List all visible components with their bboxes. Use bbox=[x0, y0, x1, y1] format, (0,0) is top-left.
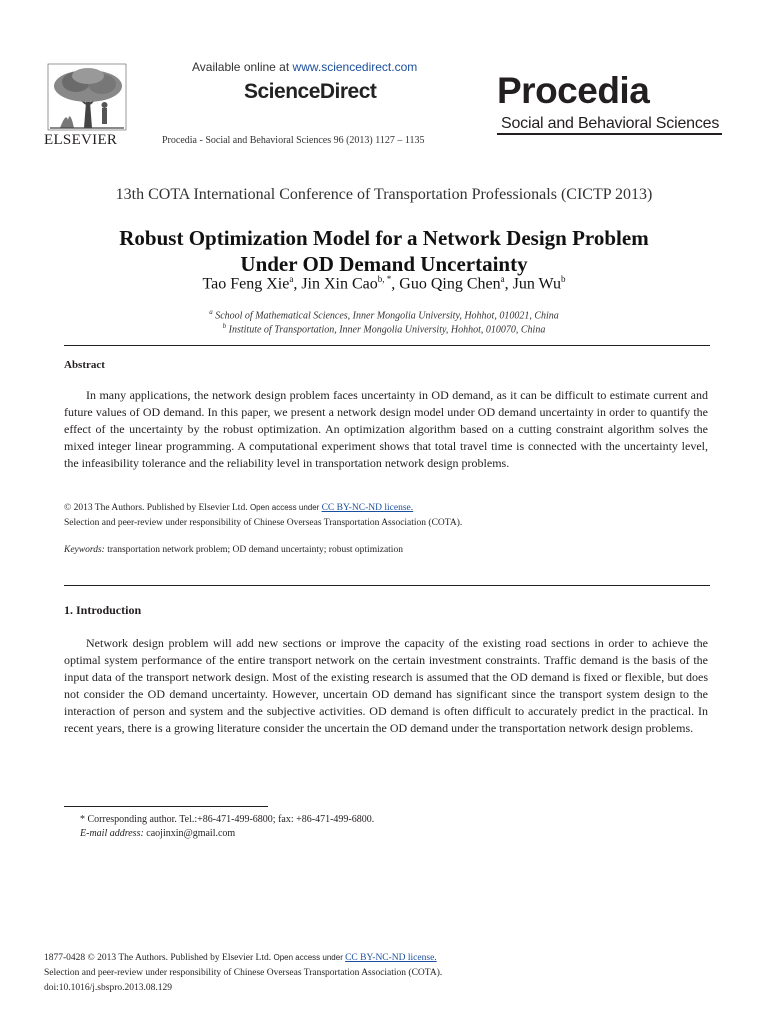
open-access-text: Open access under bbox=[249, 503, 322, 512]
available-prefix: Available online at bbox=[192, 60, 293, 74]
procedia-underline bbox=[497, 133, 722, 135]
author-name: Jun Wu bbox=[512, 275, 562, 293]
author-affiliation-mark: b bbox=[561, 274, 566, 284]
abstract-heading: Abstract bbox=[64, 359, 105, 371]
license-link[interactable]: CC BY-NC-ND license. bbox=[345, 953, 437, 963]
keywords-text: transportation network problem; OD demand uncertainty; robust optimization bbox=[104, 545, 403, 555]
conference-name: 13th COTA International Conference of Transportation Professionals (CICTP 2013) bbox=[115, 186, 653, 203]
author-list bbox=[0, 274, 768, 293]
license-link[interactable]: CC BY-NC-ND license. bbox=[321, 503, 414, 513]
open-access-text: Open access under bbox=[273, 953, 346, 962]
sciencedirect-url-link[interactable]: www.sciencedirect.com bbox=[292, 60, 418, 74]
section-heading: 1. Introduction bbox=[64, 603, 142, 617]
author-separator: , bbox=[504, 275, 513, 293]
peer-review-notice: Selection and peer-review under responsibility of Chinese Overseas Transportation Association (COTA). bbox=[64, 518, 463, 528]
affiliation-text: School of Mathematical Sciences, Inner Mongolia University, Hohhot, 010021, China bbox=[215, 310, 559, 322]
corresponding-author-note: * Corresponding author. Tel.:+86-471-499-6800; fax: +86-471-499-6800. bbox=[80, 814, 375, 825]
procedia-subtitle: Social and Behavioral Sciences bbox=[501, 115, 720, 132]
footer-issn bbox=[44, 953, 437, 963]
author-name: Tao Feng Xie bbox=[202, 275, 290, 293]
footer-peer-review: Selection and peer-review under responsibility of Chinese Overseas Transportation Association (COTA). bbox=[44, 968, 443, 978]
available-online-text bbox=[192, 60, 417, 74]
paper-title-line1: Robust Optimization Model for a Network Design Problem bbox=[119, 226, 649, 250]
sciencedirect-logo: ScienceDirect bbox=[244, 80, 377, 103]
author-name: Jin Xin Cao bbox=[301, 275, 378, 293]
affiliation-mark: a bbox=[209, 308, 213, 316]
affiliation-a bbox=[0, 308, 768, 321]
copyright-notice bbox=[64, 503, 413, 513]
affiliation-b bbox=[0, 322, 768, 335]
procedia-logo: Procedia bbox=[497, 70, 650, 111]
footer-doi[interactable]: doi:10.1016/j.sbspro.2013.08.129 bbox=[44, 983, 172, 993]
keywords-label: Keywords: bbox=[64, 545, 105, 555]
author-name: Guo Qing Chen bbox=[399, 275, 501, 293]
divider bbox=[64, 345, 710, 346]
email-address[interactable]: caojinxin@gmail.com bbox=[143, 828, 236, 839]
affiliation-text: Institute of Transportation, Inner Mongolia University, Hohhot, 010070, China bbox=[228, 324, 546, 336]
issn-text: 1877-0428 © 2013 The Authors. Published by Elsevier Ltd. bbox=[44, 953, 274, 963]
author-separator: , bbox=[391, 275, 400, 293]
copyright-text: © 2013 The Authors. Published by Elsevier Ltd. bbox=[64, 503, 250, 513]
author-affiliation-mark: a bbox=[289, 274, 294, 284]
keywords bbox=[64, 545, 403, 555]
author-affiliation-mark: a bbox=[500, 274, 505, 284]
affiliation-mark: b bbox=[222, 322, 227, 330]
author-affiliation-mark: b, * bbox=[377, 274, 392, 284]
author-separator: , bbox=[293, 275, 302, 293]
introduction-body: Network design problem will add new sections or improve the capacity of the existing road sections in order to achieve the optimal system performance of the entire transport network on the certain investment constraints. Traffic demand is the basis of the input data of the transport network design. Most of the existing research is assumed that the OD demand is fixed or flexible, but does not consider the OD demand uncertainty. However, uncertain OD demand has significant since the transport system design to the interaction of person and system and the subjective activities. OD demand is often difficult to accurately predict in the practical. In recent years, there is a growing literature consider the uncertain the OD demand under the transportation network design problems. bbox=[64, 636, 708, 735]
paper-title-line2: Under OD Demand Uncertainty bbox=[240, 252, 528, 276]
divider bbox=[64, 585, 710, 586]
elsevier-wordmark: ELSEVIER bbox=[44, 132, 118, 148]
email-label: E-mail address: bbox=[80, 828, 144, 839]
journal-reference: Procedia - Social and Behavioral Sciences 96 (2013) 1127 – 1135 bbox=[162, 135, 425, 146]
email-note bbox=[80, 828, 235, 839]
abstract-body: In many applications, the network design problem faces uncertainty in OD demand, as it can be difficult to estimate current and future values of OD demand. In this paper, we present a network design model under OD demand uncertainty in order to quantify the effect of the uncertainty by the robust optimization. An optimization algorithm based on a cutting constraint algorithm solves the mixed integer linear programming. A computational experiment shows that total travel time is connected with the uncertainty level, the infeasibility tolerance and the reliability level in transportation network design problems. bbox=[64, 388, 708, 470]
footnote-rule bbox=[64, 806, 268, 807]
